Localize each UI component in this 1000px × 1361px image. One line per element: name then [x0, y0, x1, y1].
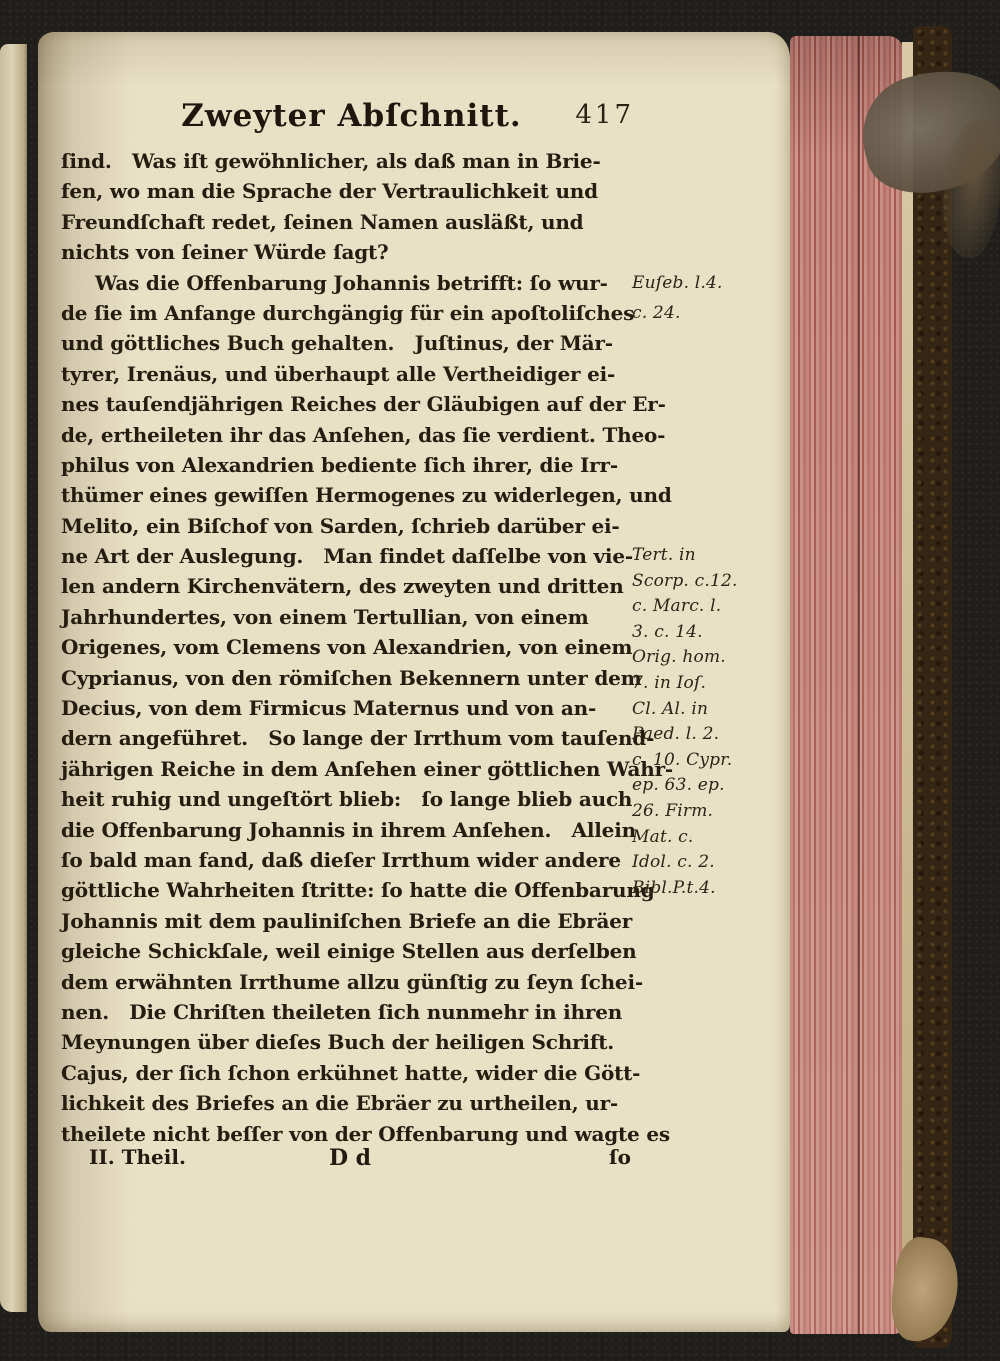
margin-notes-group-2 — [632, 543, 788, 901]
text-line: len andern Kirchenvätern, des zweyten und dritten — [61, 574, 624, 599]
text-line: Cyprianus, von den römiſchen Bekennern unter dem — [61, 665, 642, 690]
margin-note: c. Marc. l. — [632, 596, 722, 617]
text-line: lichkeit des Briefes an die Ebräer zu urtheilen, ur- — [61, 1091, 619, 1116]
facing-page-edge — [0, 44, 27, 1312]
margin-note: Idol. c. 2. — [632, 852, 715, 873]
margin-note: Paed. l. 2. — [632, 724, 720, 745]
text-line: Cajus, der ſich ſchon erkühnet hatte, wider die Gött- — [61, 1060, 641, 1085]
margin-note: Orig. hom. — [632, 647, 726, 668]
page-number: 417 — [575, 100, 634, 130]
text-line: Freundſchaft redet, ſeinen Namen ausläßt, und — [61, 209, 584, 234]
page-header — [63, 94, 640, 138]
text-line: theilete nicht beſſer von der Offenbarung und wagte es — [61, 1121, 670, 1146]
fore-edge-red-pages — [790, 36, 904, 1334]
margin-note: c. 10. Cypr. — [632, 749, 733, 770]
text-line: jährigen Reiche in dem Anſehen einer göttlichen Wahr- — [61, 756, 674, 781]
text-line: ſo bald man fand, daß dieſer Irrthum wider andere — [61, 847, 621, 872]
text-line: ſind. Was iſt gewöhnlicher, als daß man in Brie- — [61, 149, 601, 173]
margin-note: Tert. in — [632, 545, 696, 565]
text-line: nen. Die Chriſten theileten ſich nunmehr in ihren — [61, 999, 623, 1024]
text-line: ne Art der Auslegung. Man findet daſſelbe von vie- — [61, 544, 633, 569]
text-line: Johannis mit dem pauliniſchen Briefe an die Ebräer — [61, 908, 633, 933]
margin-note: Cl. Al. in — [632, 698, 709, 719]
text-line: dem erwähnten Irrthume allzu günſtig zu ſeyn ſchei- — [61, 969, 643, 994]
margin-note: 7. in Ioſ. — [632, 672, 707, 693]
section-title: Zweyter Abſchnitt. — [181, 98, 522, 134]
page-footer — [61, 1145, 639, 1179]
text-line: fen, wo man die Sprache der Vertraulichkeit und — [61, 179, 598, 204]
text-line: thümer eines gewiſſen Hermogenes zu widerlegen, und — [61, 483, 672, 508]
margin-note: ep. 63. ep. — [632, 775, 725, 796]
text-line: tyrer, Irenäus, und überhaupt alle Vertheidiger ei- — [61, 361, 616, 386]
text-line: Origenes, vom Clemens von Alexandrien, von einem — [61, 635, 633, 660]
text-line: de ſie im Anfange durchgängig für ein apoſtoliſches — [61, 300, 635, 325]
catchword: ſo — [609, 1145, 631, 1169]
margin-note: 26. Firm. — [632, 800, 714, 821]
margin-note: Scorp. c.12. — [632, 570, 738, 591]
text-line: Was die Offenbarung Johannis betrifft: ſo wur- — [61, 270, 608, 295]
text-line: dern angeführet. So lange der Irrthum vom tauſend- — [61, 726, 655, 751]
text-line: Melito, ein Biſchof von Sarden, ſchrieb darüber ei- — [61, 513, 620, 538]
text-line: gleiche Schickſale, weil einige Stellen aus derſelben — [61, 939, 637, 964]
text-line: die Offenbarung Johannis in ihrem Anſehen. Allein — [61, 817, 636, 842]
text-line: Jahrhundertes, von einem Tertullian, von einem — [61, 604, 589, 629]
text-line: göttliche Wahrheiten ſtritte: ſo hatte die Offenbarung — [61, 878, 655, 903]
text-line: Decius, von dem Firmicus Maternus und von an- — [61, 696, 597, 721]
text-line: heit ruhig und ungeſtört blieb: ſo lange blieb auch — [61, 787, 633, 812]
text-line: nes tauſendjährigen Reiches der Gläubigen auf der Er- — [61, 392, 666, 417]
text-line: und göttliches Buch gehalten. Juſtinus, der Mär- — [61, 331, 613, 356]
margin-note: Euſeb. l.4. — [632, 273, 723, 293]
book-page — [38, 32, 790, 1332]
volume-label: II. Theil. — [89, 1145, 186, 1169]
text-line: Meynungen über dieſes Buch der heiligen Schrift. — [61, 1030, 615, 1055]
signature-mark: D d — [328, 1145, 372, 1171]
margin-notes-group-1 — [632, 268, 788, 329]
text-line: nichts von ſeiner Würde ſagt? — [61, 240, 389, 265]
text-line: de, ertheileten ihr das Anſehen, das ſie verdient. Theo- — [61, 422, 666, 447]
margin-note: 3. c. 14. — [632, 621, 703, 642]
text-line: philus von Alexandrien bediente ſich ihrer, die Irr- — [61, 452, 618, 477]
margin-note: Bibl.P.t.4. — [632, 877, 716, 898]
margin-note: c. 24. — [632, 303, 681, 324]
margin-note: Mat. c. — [632, 826, 694, 847]
